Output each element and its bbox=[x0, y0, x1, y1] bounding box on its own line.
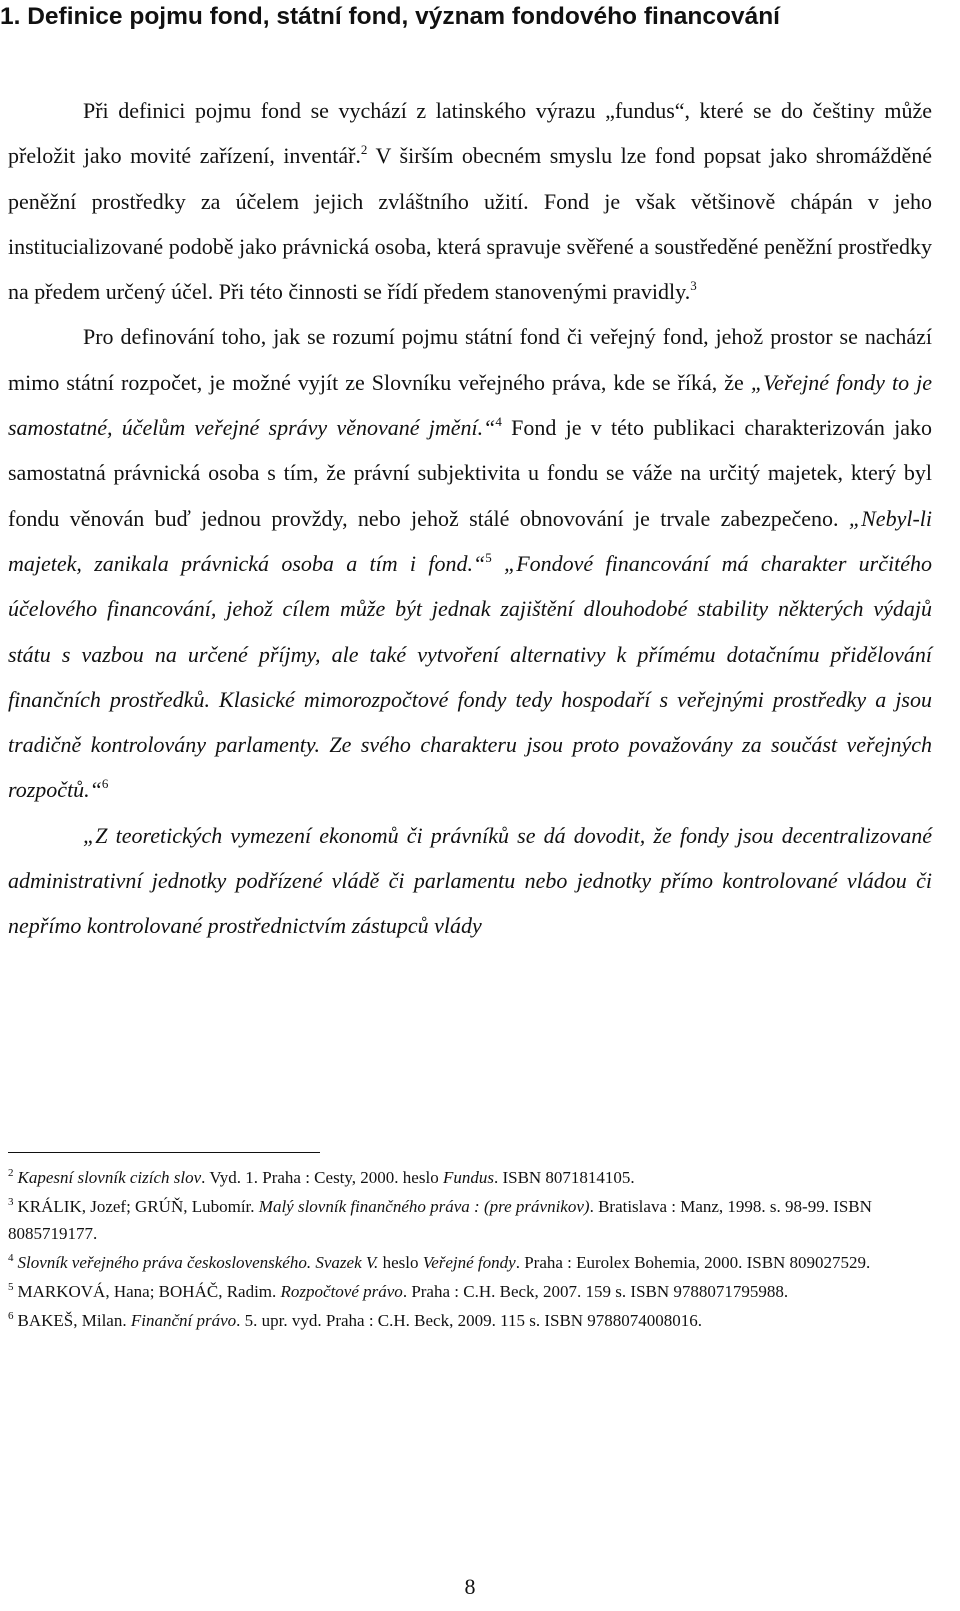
footnote-ref: 5 bbox=[485, 549, 492, 565]
footnote-title: Slovník veřejného práva československého. Svazek V. bbox=[17, 1253, 379, 1272]
footnote-ref: 4 bbox=[495, 414, 502, 430]
quote-text: „Fondové financování má charakter určitého účelového financování, jehož cílem může být jednak zajištění dlouhodobé stability některých výdajů státu s vazbou na určené příjmy, ale také vytvoření alternativy k přímému dotačnímu přidělování finančních prostředků. Klasické mimorozpočtové fondy tedy hospodaří s veřejnými prostředky a jsou tradičně kontrolovány parlamenty. Ze svého charakteru jsou proto považovány za součást veřejných rozpočtů.“ bbox=[8, 550, 932, 803]
footnote bbox=[8, 1164, 932, 1191]
footnote-text: BAKEŠ, Milan. bbox=[17, 1311, 131, 1330]
footnote bbox=[8, 1249, 932, 1276]
footnote-ref: 2 bbox=[360, 142, 368, 158]
footnote-separator bbox=[8, 1152, 320, 1153]
footnote-number: 2 bbox=[8, 1167, 14, 1179]
footnote-title: Fundus bbox=[442, 1168, 494, 1187]
footnote-text: . Praha : Eurolex Bohemia, 2000. ISBN 809027529. bbox=[515, 1253, 871, 1272]
footnote-ref: 3 bbox=[690, 278, 697, 294]
paragraph-text: Fond je v této publikaci charakterizován jako samostatná právnická osoba s tím, že právní subjektivita u fondu se váže na určitý majetek, který byl fondu věnován buď jednou provždy, nebo jehož stálé obnovování je trvale zabezpečeno. bbox=[8, 415, 932, 531]
footnote bbox=[8, 1307, 932, 1334]
footnote-text: heslo bbox=[378, 1253, 423, 1272]
footnote-title: Kapesní slovník cizích slov bbox=[17, 1168, 202, 1187]
paragraph-text: Pro definování toho, jak se rozumí pojmu státní fond či veřejný fond, jehož prostor se nachází mimo státní rozpočet, je možné vyjít ze Slovníku veřejného práva, kde se říká, že bbox=[8, 324, 932, 395]
footnote-number: 4 bbox=[8, 1252, 14, 1264]
quote-text: „Nebyl-li majetek, zanikala právnická osoba a tím i fond.“ bbox=[8, 505, 932, 576]
footnote-number: 6 bbox=[8, 1310, 14, 1322]
paragraph-2 bbox=[8, 314, 932, 812]
footnote-text: MARKOVÁ, Hana; BOHÁČ, Radim. bbox=[17, 1282, 281, 1301]
paragraph-3 bbox=[8, 813, 932, 949]
paragraph-text: Při definici pojmu fond se vychází z latinského výrazu „fundus“, které se do češtiny může přeložit jako movité zařízení, inventář. bbox=[8, 98, 932, 169]
quote-text: „Veřejné fondy to je samostatné, účelům veřejné správy věnované jmění.“ bbox=[8, 369, 932, 441]
footnote bbox=[8, 1278, 932, 1305]
footnotes bbox=[8, 1164, 932, 1336]
footnote bbox=[8, 1193, 932, 1247]
footnote-text: . Bratislava : Manz, 1998. s. 98-99. ISBN 8085719177. bbox=[8, 1197, 872, 1243]
chapter-heading: 1. Definice pojmu fond, státní fond, význam fondového financování bbox=[0, 3, 780, 30]
main-text bbox=[8, 88, 932, 949]
paragraph-text: V širším obecném smyslu lze fond popsat jako shromážděné peněžní prostředky za účelem jejich zvláštního užití. Fond je však většinově chápán v jeho institucializované podobě jako právnická osoba, která spravuje svěřené a soustředěné peněžní prostředky na předem určený účel. Při této činnosti se řídí předem stanovenými pravidly. bbox=[8, 143, 932, 305]
page-number: 8 bbox=[464, 1574, 476, 1599]
footnote-text: . 5. upr. vyd. Praha : C.H. Beck, 2009. 115 s. ISBN 9788074008016. bbox=[236, 1311, 703, 1330]
footnote-number: 3 bbox=[8, 1196, 14, 1208]
footnote-text: . Vyd. 1. Praha : Cesty, 2000. heslo bbox=[201, 1168, 443, 1187]
footnote-number: 5 bbox=[8, 1281, 14, 1293]
footnote-title: Finanční právo bbox=[130, 1311, 237, 1330]
footnote-text: . Praha : C.H. Beck, 2007. 159 s. ISBN 9788071795988. bbox=[402, 1282, 789, 1301]
footnote-title: Malý slovník finančného práva : (pre právnikov) bbox=[258, 1197, 590, 1216]
footnote-title: Veřejné fondy bbox=[422, 1253, 516, 1272]
paragraph-1 bbox=[8, 88, 932, 314]
footnote-text: KRÁLIK, Jozef; GRÚŇ, Lubomír. bbox=[17, 1197, 259, 1216]
footnote-ref: 6 bbox=[101, 776, 109, 792]
footnote-text: . ISBN 8071814105. bbox=[493, 1168, 635, 1187]
footnote-title: Rozpočtové právo bbox=[280, 1282, 403, 1301]
quote-text: „Z teoretických vymezení ekonomů či právníků se dá dovodit, že fondy jsou decentralizované administrativní jednotky podřízené vládě či parlamentu nebo jednotky přímo kontrolované vládou či nepřímo kontrolované prostřednictvím zástupců vlády bbox=[8, 822, 932, 939]
